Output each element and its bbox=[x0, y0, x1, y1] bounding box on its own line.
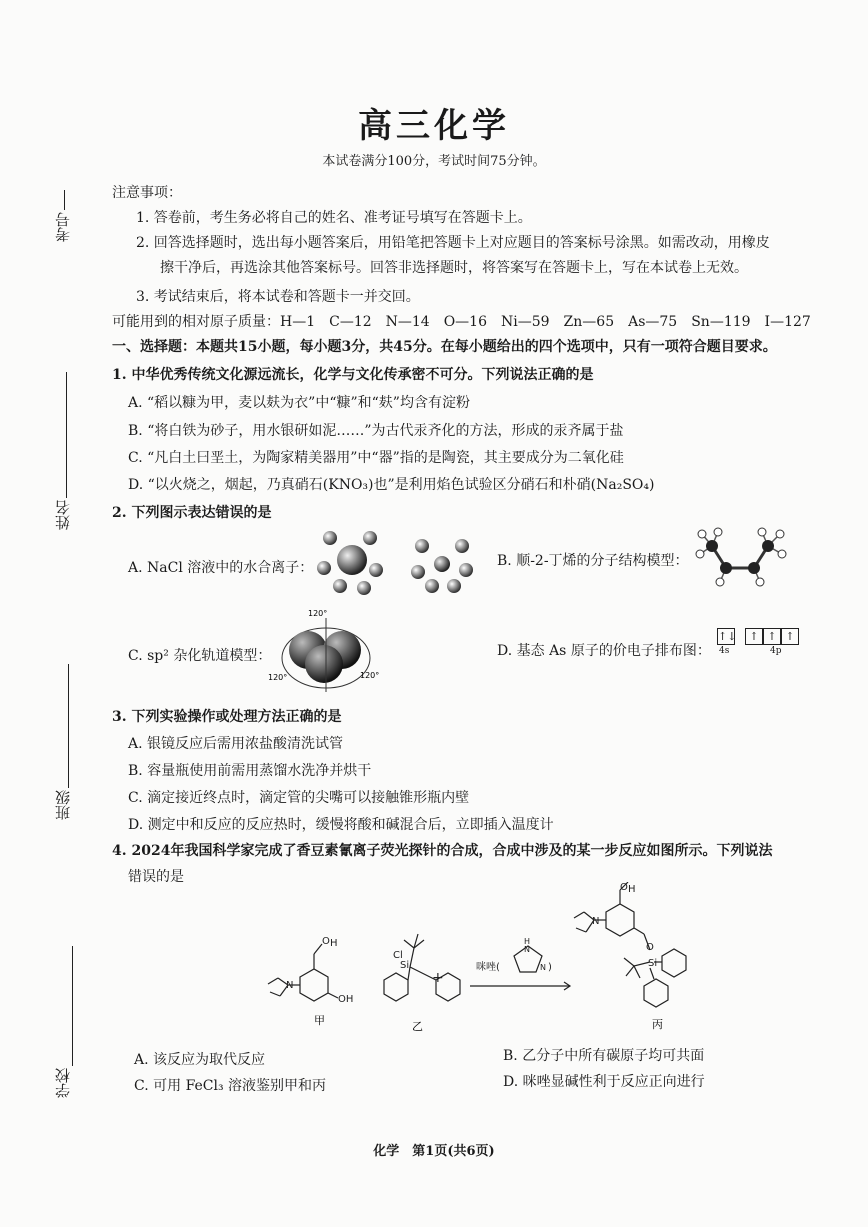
svg-text:H: H bbox=[524, 937, 531, 946]
label-jia: 甲 bbox=[314, 1014, 325, 1027]
page-subtitle: 本试卷满分100分，考试时间75分钟。 bbox=[322, 154, 546, 169]
svg-text:H: H bbox=[628, 884, 636, 895]
q3-option-c: C. 滴定接近终点时，滴定管的尖嘴可以接触锥形瓶内壁 bbox=[128, 790, 470, 806]
notes-heading: 注意事项： bbox=[112, 185, 182, 201]
q4-option-b: B. 乙分子中所有碳原子均可共面 bbox=[503, 1048, 705, 1064]
q3-option-a: A. 银镜反应后需用浓盐酸清洗试管 bbox=[128, 736, 344, 752]
q1-option-a: A. “稻以糠为甲，麦以麸为衣”中“糠”和“麸”均含有淀粉 bbox=[128, 395, 470, 411]
svg-text:O: O bbox=[646, 942, 654, 953]
q3-option-b: B. 容量瓶使用前需用蒸馏水洗净并烘干 bbox=[128, 763, 372, 779]
q4-stem-line1: 4. 2024年我国科学家完成了香豆素氰离子荧光探针的合成，合成中涉及的某一步反应如图所示。下列说法 bbox=[112, 843, 773, 859]
compound-jia-ring bbox=[300, 969, 328, 1001]
svg-text:Si: Si bbox=[648, 958, 658, 969]
svg-text:H: H bbox=[330, 938, 338, 949]
q2-option-b: B. 顺-2-丁烯的分子结构模型： bbox=[497, 553, 689, 569]
atomic-masses: 可能用到的相对原子质量：H—1 C—12 N—14 O—16 Ni—59 Zn—65 As—75 Sn—119 I—127 bbox=[112, 314, 811, 330]
angle-label-right: 120° bbox=[360, 671, 380, 680]
orbital-box-4s: ↑↓ bbox=[718, 630, 737, 643]
name-rule bbox=[66, 372, 67, 498]
orbital-label-4p: 4p bbox=[770, 646, 782, 656]
q4-option-a: A. 该反应为取代反应 bbox=[134, 1052, 266, 1068]
note-3: 3. 考试结束后，将本试卷和答题卡一并交回。 bbox=[136, 289, 420, 305]
note-2: 2. 回答选择题时，选出每小题答案后，用铅笔把答题卡上对应题目的答案标号涂黑。如需改动，用橡皮 bbox=[136, 235, 770, 251]
page-title: 高三化学 bbox=[358, 106, 510, 146]
q3-stem: 3. 下列实验操作或处理方法正确的是 bbox=[112, 709, 342, 725]
section-one-heading: 一、选择题：本题共15小题，每小题3分，共45分。在每小题给出的四个选项中，只有一项符合题目要求。 bbox=[112, 339, 777, 355]
reagent-close: ) bbox=[548, 962, 552, 973]
orbital-box-4p-1: ↑ bbox=[745, 628, 763, 645]
q2-option-c: C. sp² 杂化轨道模型： bbox=[128, 648, 272, 664]
sodium-ion bbox=[434, 556, 450, 572]
sp2-orbital-model bbox=[266, 606, 391, 698]
q2-option-a: A. NaCl 溶液中的水合离子： bbox=[128, 560, 314, 576]
label-bing: 丙 bbox=[652, 1018, 663, 1031]
svg-text:N: N bbox=[540, 963, 546, 972]
class-rule bbox=[68, 664, 69, 788]
school-rule bbox=[72, 946, 73, 1066]
page-footer: 化学 第1页(共6页) bbox=[373, 1144, 495, 1159]
svg-text:N: N bbox=[524, 945, 530, 954]
q4-option-c: C. 可用 FeCl₃ 溶液鉴别甲和丙 bbox=[134, 1078, 327, 1094]
compound-bing-ring bbox=[606, 904, 634, 936]
note-1: 1. 答卷前，考生务必将自己的姓名、准考证号填写在答题卡上。 bbox=[136, 210, 532, 226]
plus-sign: + bbox=[432, 970, 444, 986]
hydrated-ions-figure bbox=[300, 520, 485, 600]
q3-option-d: D. 测定中和反应的反应热时，缓慢将酸和碱混合后，立即插入温度计 bbox=[128, 817, 554, 833]
reagent-label: 咪唑( bbox=[476, 962, 500, 973]
angle-label-left: 120° bbox=[268, 673, 288, 682]
exam-no-label: 考号 bbox=[54, 212, 72, 242]
svg-text:N: N bbox=[592, 916, 600, 927]
svg-text:OH: OH bbox=[338, 994, 354, 1005]
exam-no-rule bbox=[64, 190, 65, 210]
q2-stem: 2. 下列图示表达错误的是 bbox=[112, 505, 272, 521]
q1-stem: 1. 中华优秀传统文化源远流长，化学与文化传承密不可分。下列说法正确的是 bbox=[112, 367, 594, 383]
angle-label-top: 120° bbox=[308, 609, 328, 618]
orbital-box-4p-3: ↑ bbox=[781, 628, 799, 645]
q4-stem-line2: 错误的是 bbox=[128, 869, 184, 885]
orbital-box-4p-2: ↑ bbox=[763, 628, 781, 645]
svg-text:N: N bbox=[286, 980, 294, 991]
q1-option-d: D. “以火烧之，烟起，乃真硝石(KNO₃)也”是利用焰色试验区分硝石和朴硝(Na₂SO₄) bbox=[128, 477, 655, 493]
svg-text:Cl: Cl bbox=[393, 950, 403, 961]
cis-2-butene-model bbox=[692, 522, 792, 590]
q2-option-d: D. 基态 As 原子的价电子排布图： bbox=[497, 643, 711, 659]
note-2-cont: 擦干净后，再选涂其他答案标号。回答非选择题时，将答案写在答题卡上，写在本试卷上无效。 bbox=[160, 260, 748, 276]
reaction-scheme bbox=[250, 882, 710, 1038]
school-label: 学校 bbox=[54, 1068, 72, 1098]
svg-text:Si: Si bbox=[400, 960, 410, 971]
q4-option-d: D. 咪唑显碱性利于反应正向进行 bbox=[503, 1074, 705, 1090]
orbital-label-4s: 4s bbox=[719, 646, 730, 656]
svg-text:O: O bbox=[620, 882, 628, 893]
svg-text:O: O bbox=[322, 936, 330, 947]
label-yi: 乙 bbox=[412, 1020, 423, 1033]
chloride-ion bbox=[337, 545, 367, 575]
class-label: 班级 bbox=[54, 790, 72, 820]
q1-option-b: B. “将白铁为砂子，用水银研如泥……”为古代汞齐化的方法，形成的汞齐属于盐 bbox=[128, 423, 624, 439]
q1-option-c: C. “凡白土曰垩土，为陶家精美器用”中“器”指的是陶瓷，其主要成分为二氧化硅 bbox=[128, 450, 624, 466]
name-label: 姓名 bbox=[54, 500, 72, 530]
